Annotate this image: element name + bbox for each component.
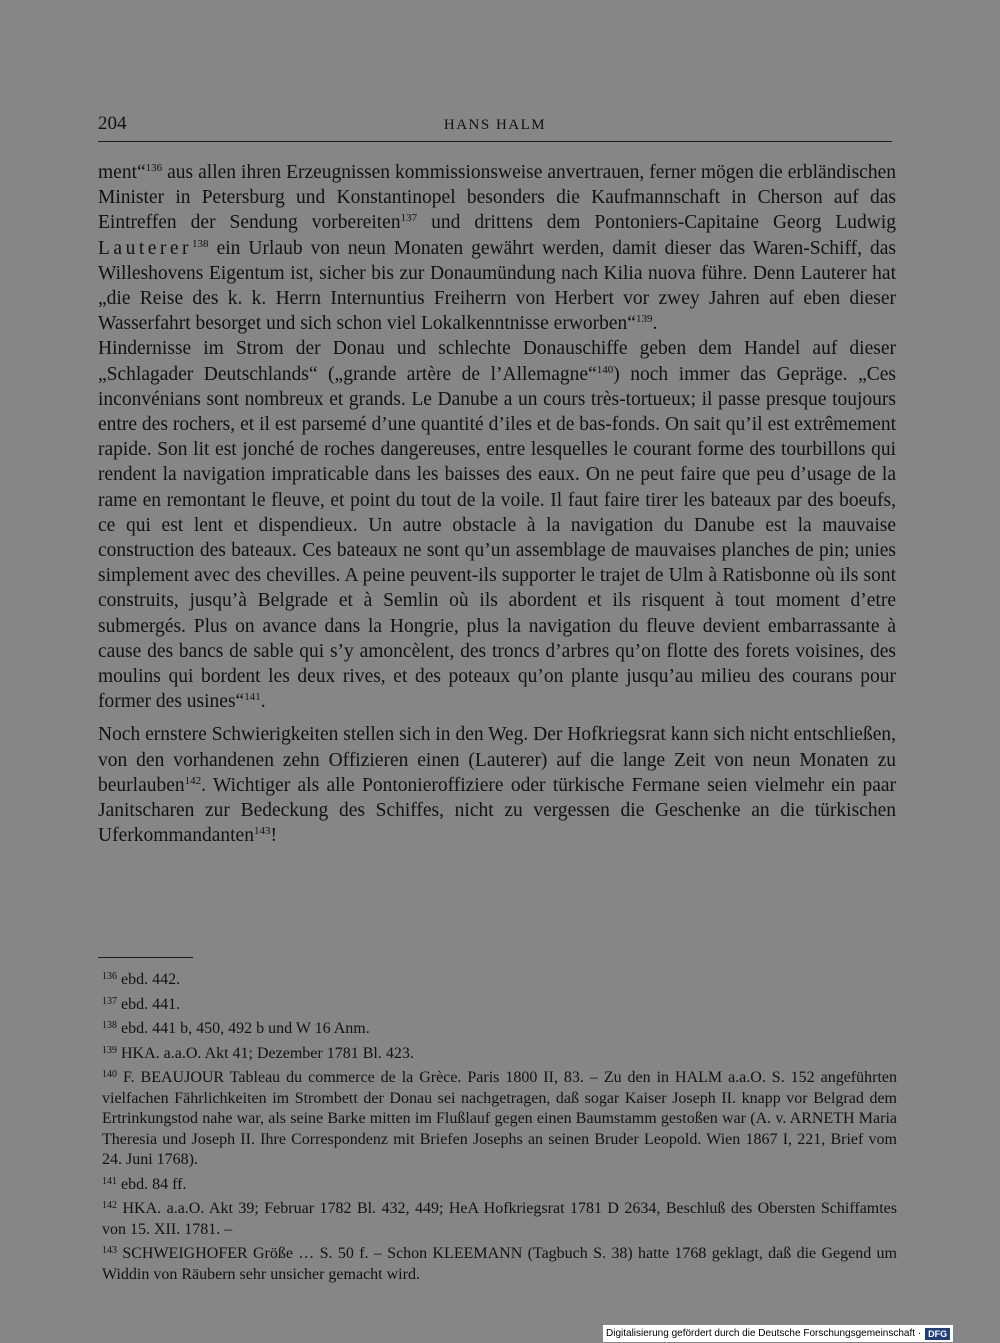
text-run: . Wichtiger als alle Pontonieroffiziere oder türkische Fermane seien vielmehr ein paar Janitscharen zur Bedeckung des Schiffes, nicht zu vergessen die Geschenke an die türkischen Uferkommandanten (98, 774, 896, 847)
footnote-ref-143: 143 (253, 825, 271, 838)
footnote-139 (102, 1044, 897, 1065)
page-header (98, 113, 892, 142)
footnote-number: 140 (102, 1069, 117, 1080)
text-run: aus allen ihren Erzeugnissen kommissionsweise anvertrauen, ferner mögen die erbländischen Minister in Petersburg und Konstantinopel besonders die Kaufmannschaft in Cherson auf das Eintreffen der Sendung vorbereiten (98, 162, 896, 234)
footnote-text: F. BEAUJOUR Tableau du commerce de la Grèce. Paris 1800 II, 83. – Zu den in HALM a.a.O. S. 152 angeführten vielfachen Fährlichkeiten im Strombett der Donau sei nachgetragen, daß sogar Kaiser Joseph II. knapp vor Belgrad dem Ertrinkungstod nahe war, als seine Barke mitten im Flußlauf gegen einen Baumstamm gestoßen war (A. v. ARNETH Maria Theresia und Joseph II. Ihre Correspondenz mit Briefen Josephs an seinen Bruder Leopold. Wien 1867 I, 221, Brief vom 24. Juni 1768). (102, 1069, 898, 1168)
footnote-143 (102, 1244, 897, 1285)
text-run: und drittens dem Pontoniers-Capitaine Georg Ludwig (417, 212, 896, 234)
footnotes (102, 970, 897, 1289)
footnote-number: 139 (102, 1044, 117, 1056)
footnote-142 (102, 1199, 897, 1240)
text-run: Noch ernstere Schwierigkeiten stellen sich in den Weg. Der Hofkriegsrat kann sich nicht entschließen, von den vorhandenen zehn Offizieren einen (Lauterer) auf die lange Zeit von neun Monaten zu beurlauben (98, 724, 896, 796)
footnote-141 (102, 1175, 897, 1196)
footnote-ref-140: 140 (596, 363, 614, 376)
footnote-ref-141: 141 (244, 691, 261, 704)
footnote-ref-142: 142 (184, 774, 202, 787)
footnote-text: HKA. a.a.O. Akt 39; Februar 1782 Bl. 432, 449; HeA Hofkriegsrat 1781 D 2634, Beschluß des Obersten Schiffamtes von 15. XII. 1781. – (102, 1200, 898, 1238)
footnote-text: SCHWEIGHOFER Größe … S. 50 f. – Schon KLEEMANN (Tagbuch S. 38) hatte 1768 geklagt, daß die Gegend um Widdin von Räubern sehr unsicher gemacht wird. (102, 1245, 897, 1283)
credit-text: Digitalisierung gefördert durch die Deutsche Forschungsgemeinschaft · (606, 1328, 922, 1339)
text-run: ein Urlaub von neun Monaten gewährt werden, damit dieser das Waren-Schiff, das Willeshovens Eigentum ist, sicher bis zur Donaumündung nach Kilia nuova führe. Denn Lauterer hat „die Reise des k. k. Herrn Internuntius Freiherrn von Herbert vor zwey Jahren auf eben dieser Wasserfahrt besorget und sich schon viel Lokalkenntnisse erworben“ (98, 237, 896, 335)
footnote-text: HKA. a.a.O. Akt 41; Dezember 1781 Bl. 423. (121, 1044, 414, 1062)
digitization-credit (603, 1325, 953, 1342)
paragraph-2 (98, 722, 896, 848)
text-run: . (260, 691, 266, 713)
footnote-text: ebd. 84 ff. (121, 1175, 187, 1193)
footnote-text: ebd. 441 b, 450, 492 b und W 16 Anm. (121, 1020, 370, 1037)
text-run: ment“ (98, 162, 146, 183)
text-run: . (652, 313, 658, 335)
footnote-number: 142 (102, 1200, 117, 1211)
page-number: 204 (98, 113, 127, 134)
footnote-rule (98, 957, 193, 958)
footnote-ref-139: 139 (635, 313, 653, 326)
spaced-name: Lauterer (98, 237, 193, 259)
footnote-ref-137: 137 (400, 212, 418, 225)
footnote-number: 141 (102, 1175, 117, 1187)
footnote-text: ebd. 442. (121, 971, 181, 988)
text-run: ) noch immer das Gepräge. „Ces inconvénians sont nombreux et grands. Le Danube a un cours très-tortueux; il passe presque toujours entre des rochers, et il est parsemé d’une quantité d’iles et de bas-fonds. On sait qu’il est extrêmement rapide. Son lit est jonché de roches dangereuses, entre lesquelles le courant forme des tourbillons qui rendent la navigation impraticable dans les baisses des eaux. On ne peut faire que peu d’usage de la rame en remontant le fleuve, et point du tout de la voile. Il faut faire tirer les bateaux par des boeufs, ce qui est lent et dispendieux. Un autre obstacle à la navigation du Danube est la mauvaise construction des bateaux. Ces bateaux ne sont qu’un assemblage de mauvaises planches de pin; unies simplement avec des chevilles. A peine peuvent-ils supporter le trajet de Ulm à Ratisbonne où ils sont construits, jusqu’à Belgrade et à Semlin où ils abordent et ils risquent à tout moment d’etre submergés. Plus on avance dans la Hongrie, plus la navigation du fleuve devient embarrassante à cause des bancs de sable qui s’y amoncèlent, des troncs d’arbres qu’on flotte des forets voisines, des moulins qui bordent les deux rives, et des poteaux qu’on plante jusqu’au milieu des courans pour former des usines“ (98, 363, 896, 713)
text-run: Hindernisse im Strom der Donau und schlechte Donauschiffe geben dem Handel auf dieser „Schlagader Deutschlands“ („grande artère de l’Allemagne“ (98, 338, 896, 385)
running-head: HANS HALM (443, 117, 547, 133)
footnote-text: ebd. 441. (121, 995, 181, 1013)
footnote-number: 143 (102, 1245, 117, 1256)
footnote-ref-138: 138 (192, 237, 209, 250)
footnote-number: 138 (102, 1020, 117, 1031)
footnote-137 (102, 995, 897, 1016)
footnote-ref-136: 136 (145, 162, 163, 174)
text-run: ! (270, 825, 277, 847)
body-text (98, 160, 896, 848)
footnote-138 (102, 1019, 897, 1040)
footnote-136 (102, 970, 897, 991)
footnote-140 (102, 1068, 897, 1171)
footnote-number: 137 (102, 995, 117, 1007)
dfg-logo-icon: DFG (925, 1328, 950, 1340)
footnote-number: 136 (102, 971, 117, 982)
paragraph-1 (98, 160, 896, 714)
